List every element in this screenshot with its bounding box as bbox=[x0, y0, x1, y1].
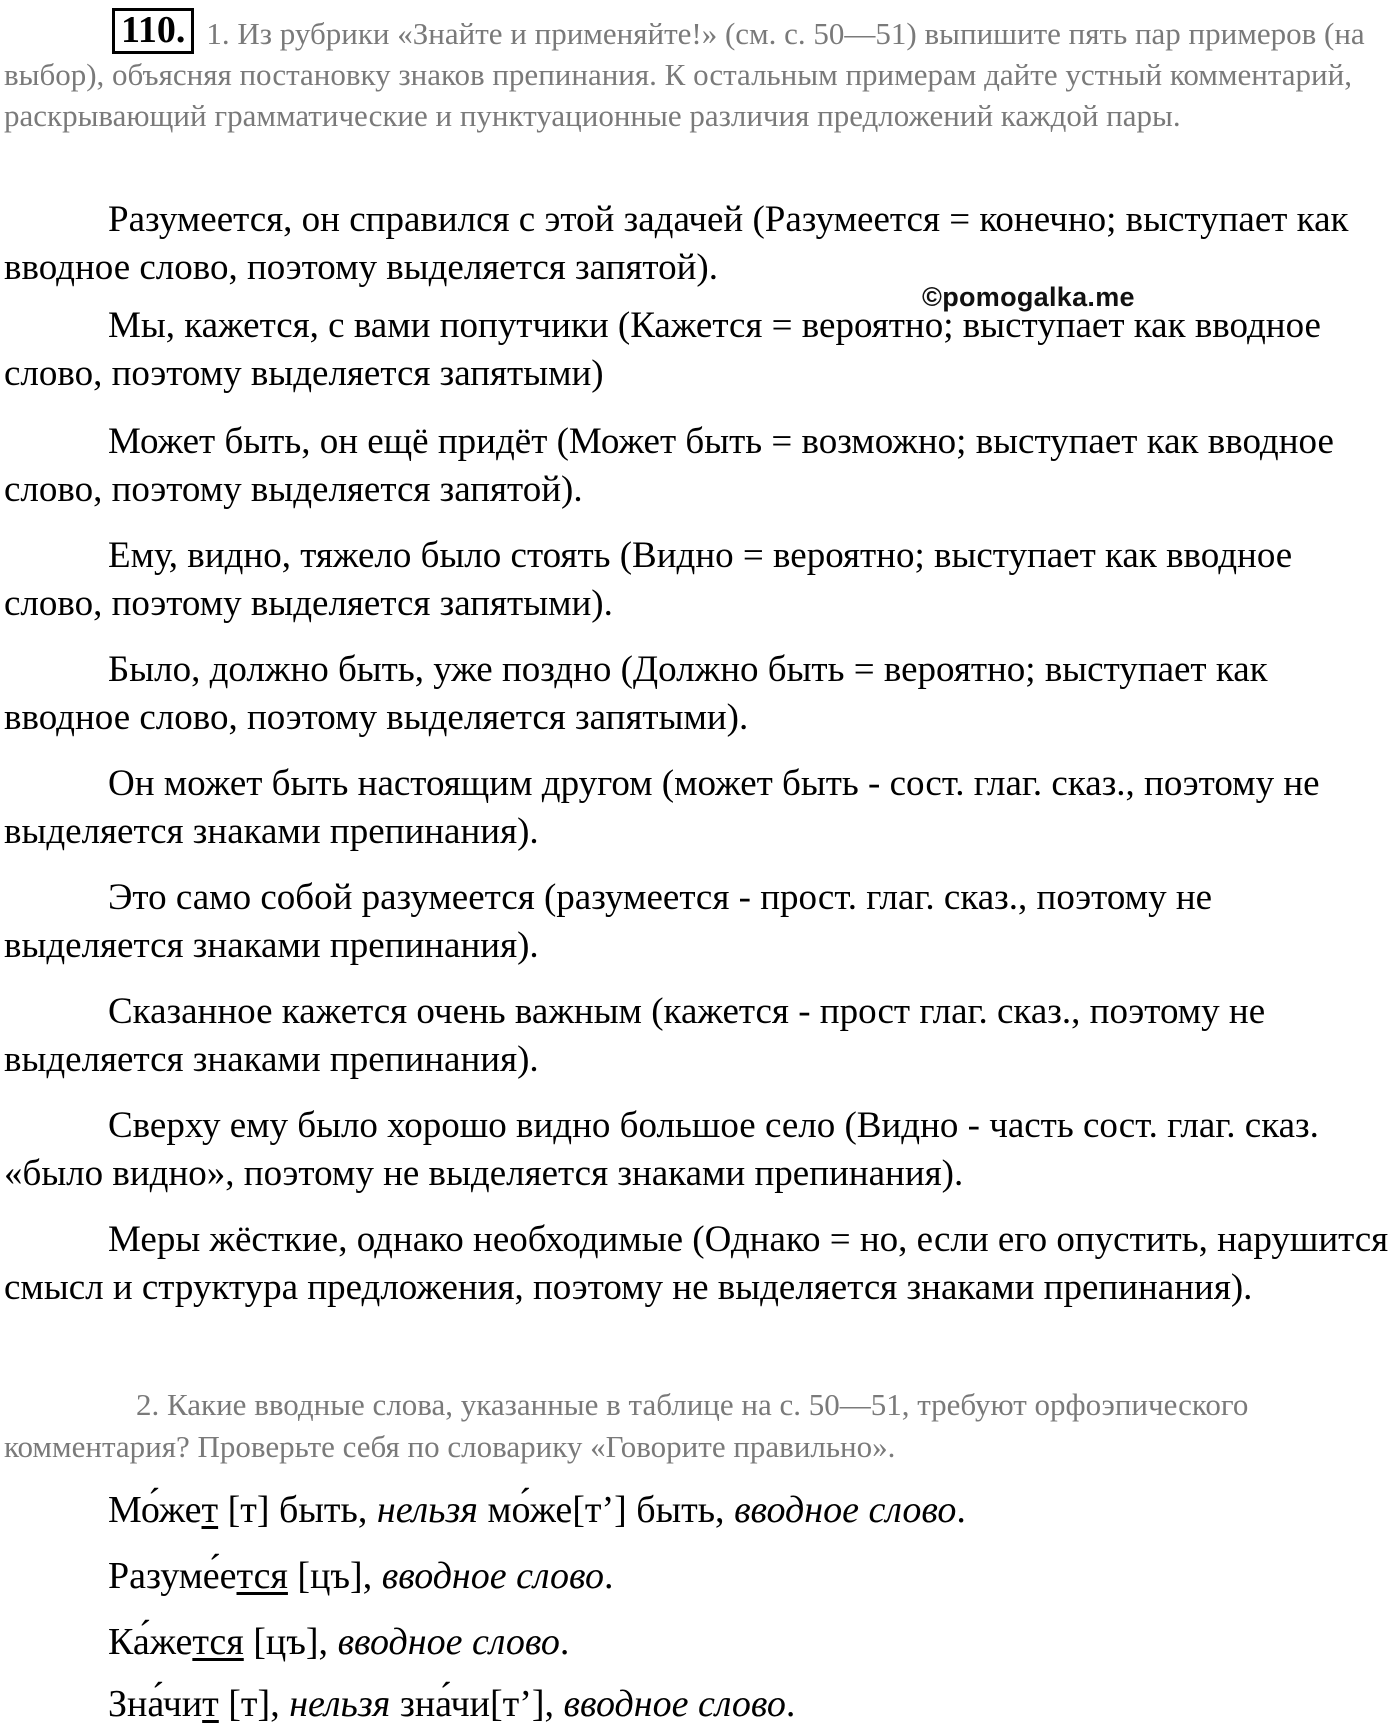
task-2-text: 2. Какие вводные слова, указанные в таблице на с. 50—51, требуют орфоэпического комментария? Проверьте себя по словарику «Говорите правильно». bbox=[4, 1387, 1249, 1464]
answer-paragraph: Разумеется, он справился с этой задачей (Разумеется = конечно; выступает как вводное слово, поэтому выделяется запятой). bbox=[4, 199, 1349, 288]
watermark: ©pomogalka.me bbox=[922, 282, 1135, 312]
answer-paragraph: Было, должно быть, уже поздно (Должно быть = вероятно; выступает как вводное слово, поэтому выделяется запятыми). bbox=[4, 649, 1268, 738]
answer-paragraph: Сказанное кажется очень важным (кажется - прост глаг. сказ., поэтому не выделяется знаками препинания). bbox=[4, 991, 1266, 1080]
task-number: 110. bbox=[112, 8, 194, 54]
answer-paragraph: Мы, кажется, с вами попутчики (Кажется = вероятно; выступает как вводное слово, поэтому выделяется запятыми) bbox=[4, 305, 1321, 394]
answer-paragraph: Это само собой разумеется (разумеется - прост. глаг. сказ., поэтому не выделяется знаками препинания). bbox=[4, 877, 1213, 966]
answer-paragraph: Он может быть настоящим другом (может быть - сост. глаг. сказ., поэтому не выделяется знаками препинания). bbox=[4, 763, 1320, 852]
orthoepy-line: Зна́чит [т], нельзя зна́чи[т’], вводное слово. bbox=[108, 1683, 796, 1725]
orthoepy-line: Ка́жется [цъ], вводное слово. bbox=[108, 1621, 570, 1663]
orthoepy-line: Мо́жет [т] быть, нельзя мо́же[т’] быть, вводное слово. bbox=[108, 1489, 966, 1531]
answer-paragraph: Ему, видно, тяжело было стоять (Видно = вероятно; выступает как вводное слово, поэтому выделяется запятыми). bbox=[4, 535, 1293, 624]
answer-paragraph: Сверху ему было хорошо видно большое село (Видно - часть сост. глаг. сказ. «было видно», поэтому не выделяется знаками препинания). bbox=[4, 1105, 1319, 1194]
task-1-text: 1. Из рубрики «Знайте и применяйте!» (см. с. 50—51) выпишите пять пар примеров (на выбор), объясняя постановку знаков препинания. К остальным примерам дайте устный комментарий, раскрывающий грамматические и пунктуационные различия предложений каждой пары. bbox=[4, 16, 1365, 133]
orthoepy-line: Разуме́ется [цъ], вводное слово. bbox=[108, 1555, 614, 1597]
task-1-header bbox=[4, 8, 1384, 136]
answer-paragraph: Меры жёсткие, однако необходимые (Однако = но, если его опустить, нарушится смысл и структура предложения, поэтому не выделяется знаками препинания). bbox=[4, 1219, 1389, 1308]
answer-paragraph: Может быть, он ещё придёт (Может быть = возможно; выступает как вводное слово, поэтому выделяется запятой). bbox=[4, 421, 1334, 510]
